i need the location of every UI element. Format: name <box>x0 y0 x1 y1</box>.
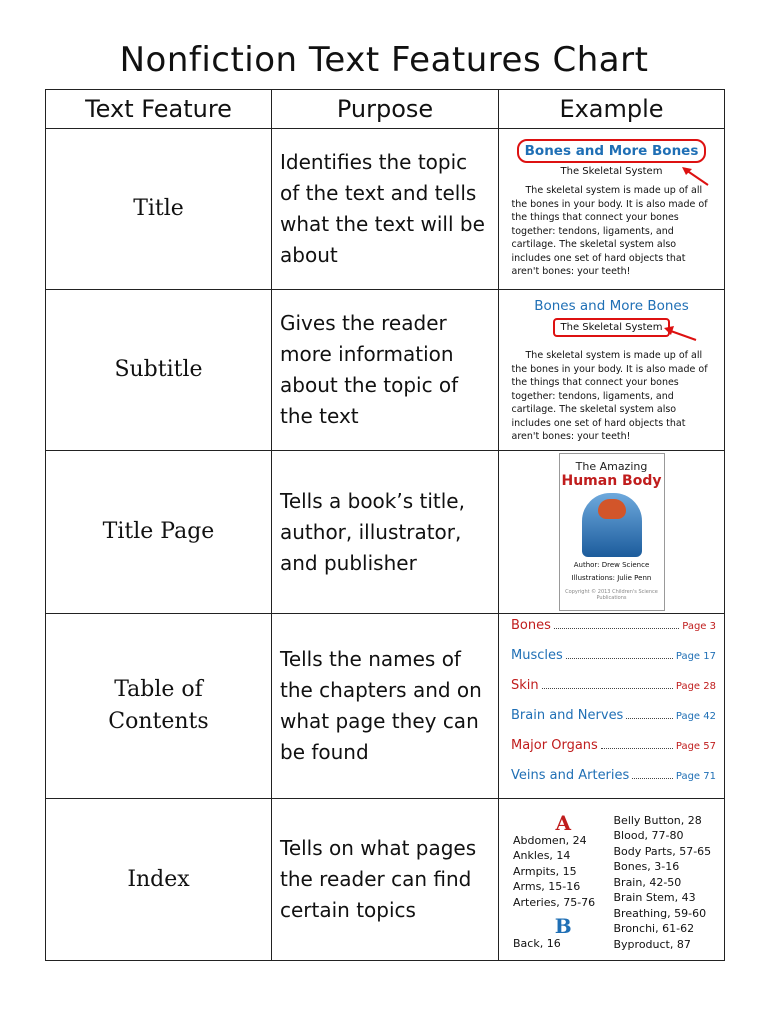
toc-entry-page: Page 71 <box>675 771 716 782</box>
toc-entry <box>511 648 716 678</box>
book-title-line2: Human Body <box>561 473 662 489</box>
arrow-icon <box>662 324 698 344</box>
book-title-line1: The Amazing <box>575 460 648 473</box>
title-example <box>512 139 712 279</box>
feature-cell: Table of Contents <box>46 614 272 799</box>
example-cell <box>499 451 725 614</box>
toc-entry-page: Page 3 <box>682 621 716 632</box>
toc-entry <box>511 618 716 648</box>
index-entry: Belly Button, 28 <box>613 813 702 827</box>
purpose-cell: Tells on what pages the reader can find certain topics <box>272 799 499 961</box>
toc-entry-page: Page 28 <box>675 681 716 692</box>
toc-entry <box>511 768 716 798</box>
arrow-icon <box>680 165 710 187</box>
index-entry: Brain Stem, 43 <box>613 891 696 905</box>
example-heading: Bones and More Bones <box>534 298 689 315</box>
book-illustrator: Illustrations: Julie Penn <box>571 574 652 582</box>
index-column <box>614 813 715 953</box>
index-entry: Armpits, 15 <box>513 864 577 878</box>
example-subheading: The Skeletal System <box>553 318 671 338</box>
toc-leader-dots <box>632 778 673 779</box>
index-entry: Body Parts, 57-65 <box>613 844 712 858</box>
toc-leader-dots <box>566 658 673 659</box>
index-entry: Breathing, 59-60 <box>613 906 707 920</box>
index-entry: Brain, 42-50 <box>613 875 682 889</box>
purpose-cell: Tells a book’s title, author, illustrator, and publisher <box>272 451 499 614</box>
toc-entry <box>511 708 716 738</box>
index-entry: Ankles, 14 <box>513 849 571 863</box>
toc-entry-name: Bones <box>511 618 551 633</box>
example-cell <box>499 129 725 290</box>
toc-leader-dots <box>626 718 673 719</box>
example-heading: Bones and More Bones <box>517 139 707 163</box>
feature-cell: Title Page <box>46 451 272 614</box>
column-header-purpose: Purpose <box>272 90 499 129</box>
table-row <box>46 799 725 961</box>
book-author: Author: Drew Science <box>573 561 650 569</box>
column-header-example: Example <box>499 90 725 129</box>
human-head-illustration <box>582 493 642 557</box>
example-body: The skeletal system is made up of all the bones in your body. It is also made of the things that connect your bones together: tendons, ligaments, and cartilage. The skeletal system also includes one set of hard objects that aren't bones: your teeth! <box>511 185 708 278</box>
index-example <box>499 807 724 953</box>
toc-leader-dots <box>542 688 673 689</box>
purpose-cell: Identifies the topic of the text and tells what the text will be about <box>272 129 499 290</box>
table-row <box>46 129 725 290</box>
feature-cell: Title <box>46 129 272 290</box>
index-entry: Bones, 3-16 <box>613 860 680 874</box>
index-entry: Arteries, 75-76 <box>513 895 596 909</box>
purpose-cell: Tells the names of the chapters and on what page they can be found <box>272 614 499 799</box>
table-row <box>46 614 725 799</box>
toc-leader-dots <box>601 748 673 749</box>
feature-cell: Subtitle <box>46 290 272 451</box>
index-entry: Blood, 77-80 <box>613 829 684 843</box>
index-entry: Byproduct, 87 <box>613 937 691 951</box>
example-cell <box>499 799 725 961</box>
index-entry: Arms, 15-16 <box>513 880 581 894</box>
column-header-feature: Text Feature <box>46 90 272 129</box>
page-title: Nonfiction Text Features Chart <box>119 40 649 80</box>
index-column <box>513 810 614 953</box>
example-body: The skeletal system is made up of all the bones in your body. It is also made of the things that connect your bones together: tendons, ligaments, and cartilage. The skeletal system also includes one set of hard objects that aren't bones: your teeth! <box>511 350 708 443</box>
table-row <box>46 451 725 614</box>
example-cell <box>499 290 725 451</box>
index-entry: Bronchi, 61-62 <box>613 922 695 936</box>
purpose-cell: Gives the reader more information about the topic of the text <box>272 290 499 451</box>
example-subheading: The Skeletal System <box>560 165 663 177</box>
index-entry: Back, 16 <box>513 937 561 951</box>
toc-entry-name: Veins and Arteries <box>511 768 630 783</box>
toc-leader-dots <box>554 628 679 629</box>
toc-entry-page: Page 42 <box>675 711 716 722</box>
toc-entry-name: Muscles <box>511 648 563 663</box>
table-row <box>46 290 725 451</box>
index-letter: A <box>555 810 572 835</box>
index-letter: B <box>554 914 572 939</box>
example-cell <box>499 614 725 799</box>
toc-entry-page: Page 17 <box>675 651 716 662</box>
features-table <box>45 89 725 961</box>
toc-example <box>499 614 724 798</box>
toc-entry-name: Brain and Nerves <box>511 708 624 723</box>
book-copyright: Copyright © 2013 Children's Science Publications <box>565 589 658 601</box>
toc-entry-name: Skin <box>511 678 539 693</box>
feature-cell: Index <box>46 799 272 961</box>
toc-entry-page: Page 57 <box>675 741 716 752</box>
toc-entry-name: Major Organs <box>511 738 598 753</box>
subtitle-example <box>512 296 712 444</box>
index-entry: Abdomen, 24 <box>513 833 587 847</box>
book-cover-image <box>559 453 665 611</box>
toc-entry <box>511 738 716 768</box>
toc-entry <box>511 678 716 708</box>
